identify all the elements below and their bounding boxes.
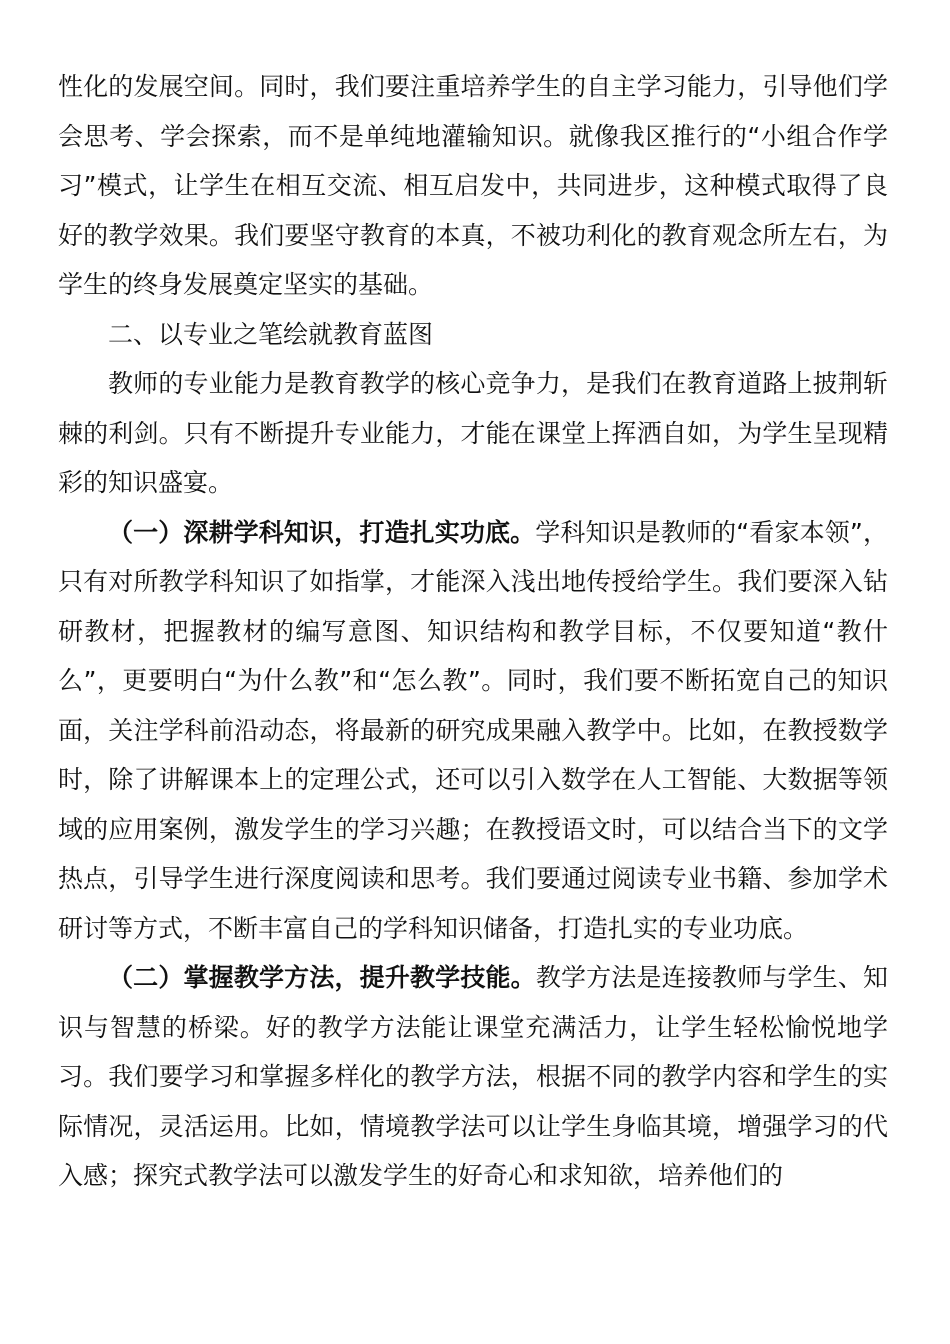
- paragraph-subsection-2: [58, 953, 888, 1201]
- subsection-1-body: 学科知识是教师的“看家本领”，只有对所教学科知识了如指掌，才能深入浅出地传授给学生。我们要深入钻研教材，把握教材的编写意图、知识结构和教学目标，不仅要知道“教什么”，更要明白“为什么教”和“怎么教”。同时，我们要不断拓宽自己的知识面，关注学科前沿动态，将最新的研究成果融入教学中。比如，在教授数学时，除了讲解课本上的定理公式，还可以引入数学在人工智能、大数据等领域的应用案例，激发学生的学习兴趣；在教授语文时，可以结合当下的文学热点，引导学生进行深度阅读和思考。我们要通过阅读专业书籍、参加学术研讨等方式，不断丰富自己的学科知识储备，打造扎实的专业功底。: [58, 517, 888, 943]
- paragraph-intro: 教师的专业能力是教育教学的核心竞争力，是我们在教育道路上披荆斩棘的利剑。只有不断提升专业能力，才能在课堂上挥洒自如，为学生呈现精彩的知识盛宴。: [58, 369, 888, 497]
- paragraph-continuation: 性化的发展空间。同时，我们要注重培养学生的自主学习能力，引导他们学会思考、学会探索，而不是单纯地灌输知识。就像我区推行的“小组合作学习”模式，让学生在相互交流、相互启发中，共同进步，这种模式取得了良好的教学效果。我们要坚守教育的本真，不被功利化的教育观念所左右，为学生的终身发展奠定坚实的基础。: [58, 72, 888, 299]
- section-heading: 二、以专业之笔绘就教育蓝图: [108, 319, 434, 349]
- paragraph-subsection-1: [58, 508, 888, 954]
- subsection-2-body: 教学方法是连接教师与学生、知识与智慧的桥梁。好的教学方法能让课堂充满活力，让学生轻松愉悦地学习。我们要学习和掌握多样化的教学方法，根据不同的教学内容和学生的实际情况，灵活运用。比如，情境教学法可以让学生身临其境，增强学习的代入感；探究式教学法可以激发学生的好奇心和求知欲，培养他们的: [58, 963, 888, 1190]
- subsection-2-title: （二）掌握教学方法，提升教学技能。: [108, 963, 536, 992]
- subsection-1-title: （一）深耕学科知识，打造扎实功底。: [108, 517, 536, 547]
